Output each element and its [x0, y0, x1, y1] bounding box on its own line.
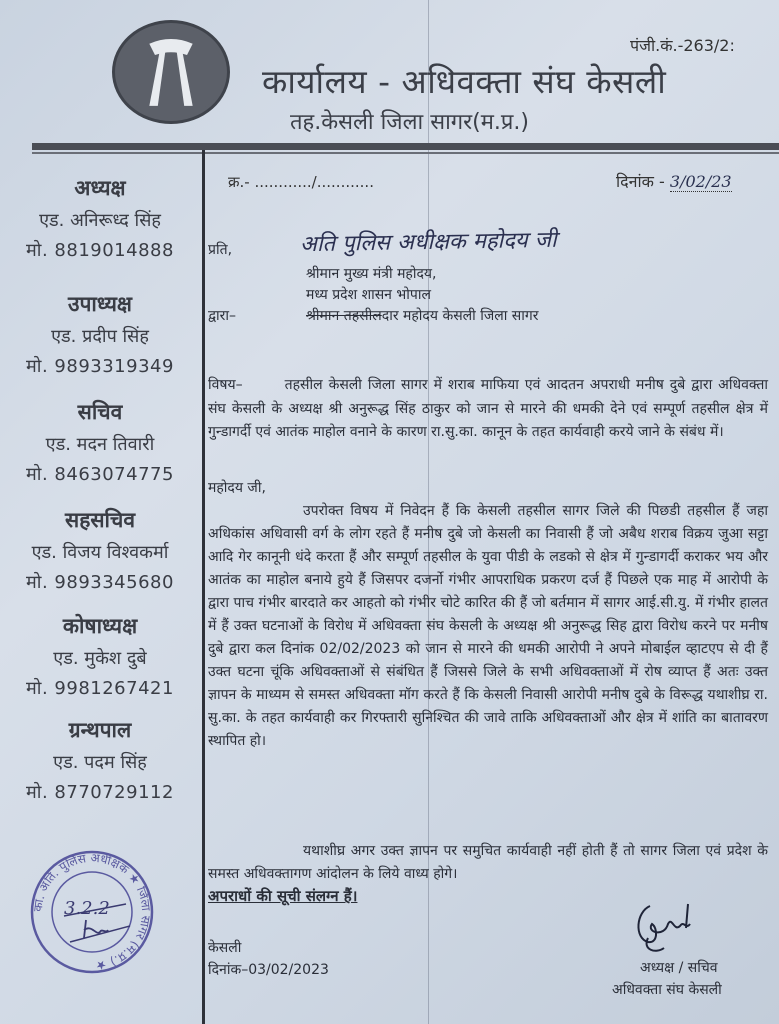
struck-text: श्रीमान तहसील — [306, 308, 382, 324]
header-divider — [32, 143, 779, 150]
office-name: एड. पदम सिंह — [53, 752, 147, 773]
office-bearer-vice-president — [0, 290, 200, 378]
office-name: एड. अनिरूध्द सिंह — [39, 210, 161, 231]
via-rest: दार महोदय केसली जिला सागर — [381, 308, 539, 324]
office-bearer-joint-secretary — [0, 506, 200, 594]
letter-date — [616, 170, 732, 192]
date-bottom: दिनांक–03/02/2023 — [208, 962, 329, 978]
body-paragraph-2: यथाशीघ्र अगर उक्त ज्ञापन पर समुचित कार्यवाही नहीं होती हैं तो सागर जिला एवं प्रदेश के समस्त अधिवक्तागण आंदोलन के लिये वाध्य होगे। — [208, 843, 768, 882]
body-paragraph-1: उपरोक्त विषय में निवेदन हैं कि केसली तहसील सागर जिले की पिछडी तहसील हैं जहा अधिकांस अधिवासी वर्ग के लोग रहते हैं मनीष दुबे जो केसली का निवासी हैं जो अबैध शराब विक्रय जुआ सट्टा आदि गेर कानूनी धंदे करता हैं और सम्पूर्ण तहसील के युवा पीडी के लडको से क्षेत्र में गुन्डागर्दी कराकर भय और आतंक का माहोल बनाये हुये हैं जिसपर दजर्नो गंभीर आपराधिक प्रकरण दर्ज हैं पिछले एक माह में आरोपी के द्वारा पाच गंभीर बारदाते कर आहतो को गंभीर चोटे कारित की हैं जो बर्तमान में सागर आई.सी.यु. में गंभीर हालत में हैं उक्त घटनाओं के विरोध में अधिवक्ता संघ केसली के अध्यक्ष श्री अनुरूद्ध सिह द्वारा विरोध करने पर मनीष दुबे द्वारा कल दिनांक 02/02/2023 को जान से मारने की धमकी आरोपी ने अपने मोबाईल व्हाटएप से दी हैं उक्त घटना चूंकि अधिवक्ताओं से संबंधित हैं जिससे जिले के सभी अधिवक्ताओं में रोष व्याप्त हैं अतः उक्त ज्ञापन के माध्यम से समस्त अधिवक्ता मॉग करते हैं कि केसली निवासी आरोपी मनीष दुबे के विरूद्ध यथाशीघ्र रा. सु.का. के तहत कार्यवाही कर गिरफ्तारी सुनिश्चित की जावे ताकि अधिवक्ताओं और क्षेत्र में शांति का बातावरण स्थापित हो। — [208, 503, 768, 749]
recipient-line-1: श्रीमान मुख्य मंत्री महोदय, — [306, 266, 437, 282]
svg-text:का. अति. पुलिस अधीक्षक ★ जिला: का. अति. पुलिस अधीक्षक ★ जिला सागर (म.प्र.) ★ — [30, 850, 154, 974]
signatory-role: अध्यक्ष / सचिव — [640, 960, 718, 976]
office-role: ग्रन्थपाल — [68, 718, 132, 742]
office-role: सहसचिव — [65, 508, 135, 532]
date-label: दिनांक - — [616, 172, 670, 191]
office-bearer-librarian — [0, 716, 200, 804]
signature-icon — [628, 898, 718, 958]
office-name: एड. मुकेश दुबे — [53, 648, 147, 669]
office-name: एड. विजय विश्वकर्मा — [31, 542, 169, 563]
office-role: उपाध्यक्ष — [67, 292, 132, 316]
to-label: प्रति, — [208, 242, 233, 258]
letterhead-subtitle: तह.केसली जिला सागर(म.प्र.) — [290, 110, 530, 135]
place: केसली — [208, 940, 242, 956]
office-phone: मो. 9981267421 — [26, 678, 174, 699]
office-phone: मो. 9893345680 — [26, 572, 174, 593]
reference-number: क्र.- ............/............ — [228, 173, 374, 191]
handwritten-recipient: अति पुलिस अधीक्षक महोदय जी — [299, 227, 557, 258]
via-recipient — [306, 306, 539, 325]
office-phone: मो. 8463074775 — [26, 464, 174, 485]
enclosure-note: अपराधों की सूची संलग्न हैं। — [208, 887, 358, 905]
date-handwritten: 3/02/23 — [669, 172, 732, 191]
letterhead-title: कार्यालय - अधिवक्ता संघ केसली — [262, 62, 667, 101]
office-role: कोषाध्यक्ष — [62, 614, 138, 638]
via-label: द्वारा– — [208, 308, 237, 324]
stamp-date: 3.2.2 — [64, 898, 110, 919]
office-role: अध्यक्ष — [74, 176, 126, 200]
salutation: महोदय जी, — [208, 480, 266, 496]
office-bearer-secretary — [0, 398, 200, 486]
subject-text: तहसील केसली जिला सागर में शराब माफिया एवं आदतन अपराधी मनीष दुबे द्वारा अधिवक्ता संघ केसली के अध्यक्ष श्री अनुरूद्ध सिंह ठाकुर को जान से मारने की धमकी देने एवं सम्पूर्ण तहसील क्षेत्र में गुन्डागर्दी एवं आतंक माहोल वनाने के कारण रा.सु.का. कानून के तहत कार्यवाही करये जाने के संबंध में। — [208, 377, 768, 440]
header-divider-thin — [32, 152, 779, 154]
office-phone: मो. 8819014888 — [26, 240, 174, 261]
recipient-line-2: मध्य प्रदेश शासन भोपाल — [306, 287, 431, 303]
office-role: सचिव — [77, 400, 123, 424]
registration-number: पंजी.कं.-263/2: — [630, 36, 735, 55]
office-name: एड. मदन तिवारी — [45, 434, 155, 455]
advocate-band-logo-icon — [112, 20, 230, 124]
office-bearer-treasurer — [0, 612, 200, 700]
office-bearer-president — [0, 174, 200, 262]
subject-label: विषय– — [208, 377, 243, 393]
office-phone: मो. 8770729112 — [26, 782, 174, 803]
office-phone: मो. 9893319349 — [26, 356, 174, 377]
subject-block — [208, 374, 768, 445]
office-name: एड. प्रदीप सिंह — [51, 326, 149, 347]
signatory-organization: अधिवक्ता संघ केसली — [612, 982, 722, 998]
sidebar-divider — [202, 150, 205, 1024]
